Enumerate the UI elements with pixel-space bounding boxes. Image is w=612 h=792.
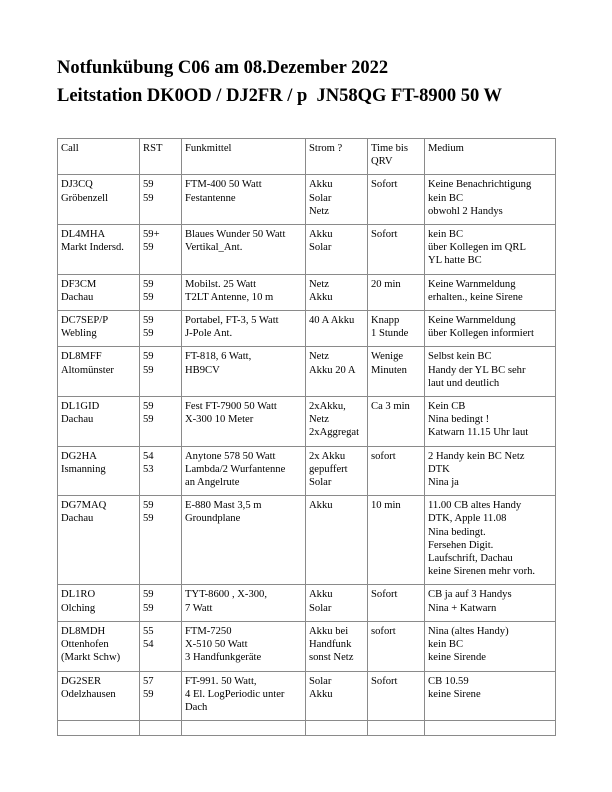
cell-strom: Akku Solar: [306, 585, 368, 621]
table-row: [58, 671, 556, 721]
cell-call: DL8MFF Altomünster: [58, 347, 140, 397]
header-cell-call: Call: [58, 139, 140, 175]
cell-rst: 57 59: [140, 671, 182, 721]
cell-medium: 11.00 CB altes Handy DTK, Apple 11.08 Nina bedingt. Fersehen Digit. Laufschrift, Dachau keine Sirenen mehr vorh.: [425, 496, 556, 585]
table-row: [58, 496, 556, 585]
cell-call: DJ3CQ Gröbenzell: [58, 175, 140, 225]
cell-time-bis-qrv: sofort: [368, 621, 425, 671]
cell-strom: Solar Akku: [306, 671, 368, 721]
cell-rst: 59 59: [140, 496, 182, 585]
header-cell-time-bis-qrv: Time bis QRV: [368, 139, 425, 175]
cell-strom: Akku Solar: [306, 225, 368, 275]
cell-medium: Selbst kein BC Handy der YL BC sehr laut und deutlich: [425, 347, 556, 397]
cell-funkmittel: TYT-8600 , X-300, 7 Watt: [182, 585, 306, 621]
document-title-line-2: Leitstation DK0OD / DJ2FR / p JN58QG FT-8900 50 W: [57, 86, 503, 106]
cell-time-bis-qrv: Sofort: [368, 225, 425, 275]
cell-call: DL1GID Dachau: [58, 397, 140, 447]
cell-medium: 2 Handy kein BC Netz DTK Nina ja: [425, 446, 556, 496]
cell-time-bis-qrv: [368, 721, 425, 736]
cell-rst: 59+ 59: [140, 225, 182, 275]
cell-funkmittel: E-880 Mast 3,5 m Groundplane: [182, 496, 306, 585]
cell-time-bis-qrv: Ca 3 min: [368, 397, 425, 447]
cell-medium: CB ja auf 3 Handys Nina + Katwarn: [425, 585, 556, 621]
table-row: [58, 397, 556, 447]
cell-funkmittel: [182, 721, 306, 736]
cell-time-bis-qrv: Sofort: [368, 585, 425, 621]
cell-rst: [140, 721, 182, 736]
cell-rst: 59 59: [140, 585, 182, 621]
cell-strom: 2x Akku gepuffert Solar: [306, 446, 368, 496]
cell-rst: 59 59: [140, 311, 182, 347]
cell-call: DL8MDH Ottenhofen (Markt Schw): [58, 621, 140, 671]
cell-strom: Akku Solar Netz: [306, 175, 368, 225]
cell-funkmittel: FTM-400 50 Watt Festantenne: [182, 175, 306, 225]
cell-funkmittel: FT-991. 50 Watt, 4 El. LogPeriodic unter Dach: [182, 671, 306, 721]
header-cell-rst: RST: [140, 139, 182, 175]
header-cell-strom: Strom ?: [306, 139, 368, 175]
cell-medium: [425, 721, 556, 736]
cell-medium: Nina (altes Handy) kein BC keine Sirende: [425, 621, 556, 671]
cell-time-bis-qrv: Sofort: [368, 671, 425, 721]
cell-time-bis-qrv: Sofort: [368, 175, 425, 225]
cell-time-bis-qrv: sofort: [368, 446, 425, 496]
cell-medium: Keine Warnmeldung erhalten., keine Sirene: [425, 274, 556, 310]
cell-call: DG7MAQ Dachau: [58, 496, 140, 585]
cell-time-bis-qrv: 20 min: [368, 274, 425, 310]
table-row: [58, 621, 556, 671]
cell-time-bis-qrv: 10 min: [368, 496, 425, 585]
cell-strom: [306, 721, 368, 736]
cell-medium: CB 10.59 keine Sirene: [425, 671, 556, 721]
cell-strom: Netz Akku 20 A: [306, 347, 368, 397]
table-row: [58, 225, 556, 275]
table-row: [58, 585, 556, 621]
cell-call: DL1RO Olching: [58, 585, 140, 621]
cell-call: [58, 721, 140, 736]
header-cell-funkmittel: Funkmittel: [182, 139, 306, 175]
cell-rst: 59 59: [140, 175, 182, 225]
cell-rst: 54 53: [140, 446, 182, 496]
cell-call: DC7SEP/P Webling: [58, 311, 140, 347]
cell-strom: Akku bei Handfunk sonst Netz: [306, 621, 368, 671]
cell-strom: 2xAkku, Netz 2xAggregat: [306, 397, 368, 447]
cell-call: DG2HA Ismanning: [58, 446, 140, 496]
cell-rst: 59 59: [140, 274, 182, 310]
table-row: [58, 175, 556, 225]
cell-funkmittel: Portabel, FT-3, 5 Watt J-Pole Ant.: [182, 311, 306, 347]
table-row: [58, 446, 556, 496]
cell-medium: Keine Benachrichtigung kein BC obwohl 2 Handys: [425, 175, 556, 225]
table-row: [58, 274, 556, 310]
header-cell-medium: Medium: [425, 139, 556, 175]
cell-call: DG2SER Odelzhausen: [58, 671, 140, 721]
cell-funkmittel: Blaues Wunder 50 Watt Vertikal_Ant.: [182, 225, 306, 275]
table-row: [58, 347, 556, 397]
cell-call: DF3CM Dachau: [58, 274, 140, 310]
cell-medium: kein BC über Kollegen im QRL YL hatte BC: [425, 225, 556, 275]
cell-medium: Keine Warnmeldung über Kollegen informiert: [425, 311, 556, 347]
cell-funkmittel: Fest FT-7900 50 Watt X-300 10 Meter: [182, 397, 306, 447]
cell-rst: 55 54: [140, 621, 182, 671]
cell-funkmittel: Anytone 578 50 Watt Lambda/2 Wurfantenne an Angelrute: [182, 446, 306, 496]
cell-medium: Kein CB Nina bedingt ! Katwarn 11.15 Uhr laut: [425, 397, 556, 447]
cell-strom: Akku: [306, 496, 368, 585]
cell-strom: 40 A Akku: [306, 311, 368, 347]
cell-strom: Netz Akku: [306, 274, 368, 310]
cell-funkmittel: Mobilst. 25 Watt T2LT Antenne, 10 m: [182, 274, 306, 310]
cell-rst: 59 59: [140, 397, 182, 447]
table-row: [58, 311, 556, 347]
cell-funkmittel: FTM-7250 X-510 50 Watt 3 Handfunkgeräte: [182, 621, 306, 671]
table-row: [58, 721, 556, 736]
table-header-row: [58, 139, 556, 175]
cell-time-bis-qrv: Knapp 1 Stunde: [368, 311, 425, 347]
document-title-line-1: Notfunkübung C06 am 08.Dezember 2022: [57, 58, 389, 78]
cell-rst: 59 59: [140, 347, 182, 397]
exercise-results-table: [57, 138, 556, 736]
cell-time-bis-qrv: Wenige Minuten: [368, 347, 425, 397]
cell-funkmittel: FT-818, 6 Watt, HB9CV: [182, 347, 306, 397]
cell-call: DL4MHA Markt Indersd.: [58, 225, 140, 275]
